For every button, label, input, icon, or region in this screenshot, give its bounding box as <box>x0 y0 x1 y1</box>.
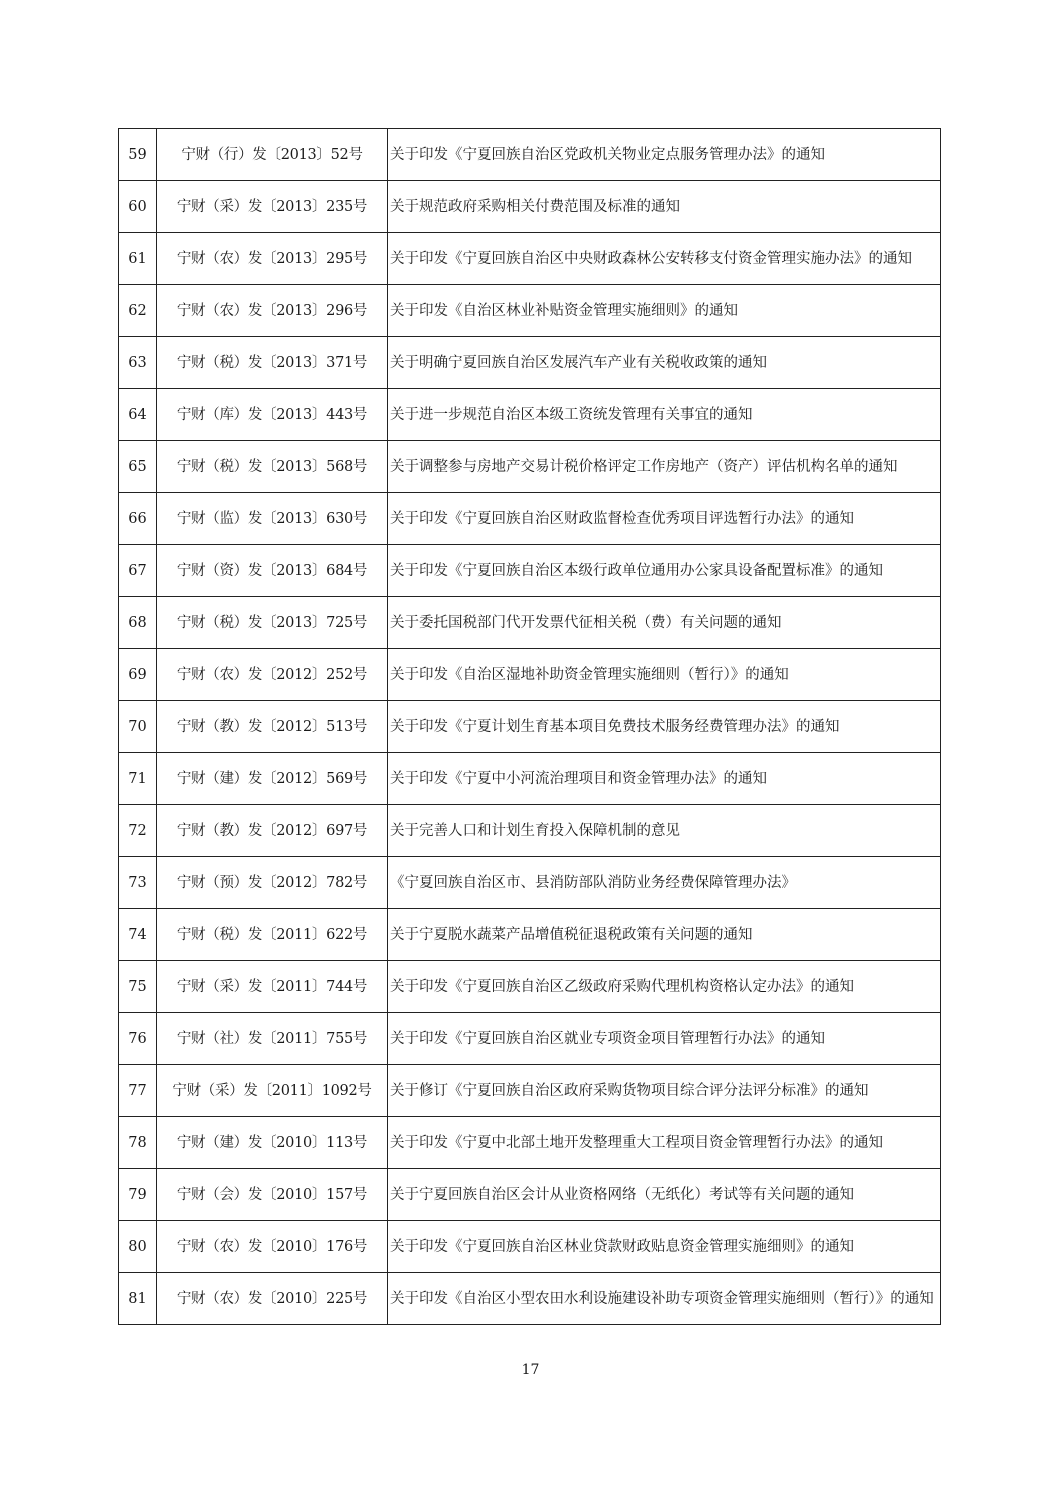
row-number-cell: 70 <box>119 701 157 753</box>
table-row <box>119 233 941 285</box>
document-title-cell: 关于进一步规范自治区本级工资统发管理有关事宜的通知 <box>388 389 941 441</box>
document-title-cell: 关于印发《宁夏回族自治区就业专项资金项目管理暂行办法》的通知 <box>388 1013 941 1065</box>
table-row <box>119 181 941 233</box>
document-title-cell: 关于委托国税部门代开发票代征相关税（费）有关问题的通知 <box>388 597 941 649</box>
document-title-cell: 关于印发《宁夏回族自治区财政监督检查优秀项目评选暂行办法》的通知 <box>388 493 941 545</box>
row-number-cell: 65 <box>119 441 157 493</box>
table-row <box>119 1065 941 1117</box>
row-number-cell: 71 <box>119 753 157 805</box>
table-row <box>119 337 941 389</box>
document-code-cell: 宁财（农）发〔2012〕252号 <box>157 649 388 701</box>
document-code-cell: 宁财（采）发〔2011〕744号 <box>157 961 388 1013</box>
document-title-cell: 关于印发《宁夏中小河流治理项目和资金管理办法》的通知 <box>388 753 941 805</box>
document-title-cell: 关于宁夏回族自治区会计从业资格网络（无纸化）考试等有关问题的通知 <box>388 1169 941 1221</box>
document-code-cell: 宁财（社）发〔2011〕755号 <box>157 1013 388 1065</box>
document-title-cell: 关于印发《宁夏计划生育基本项目免费技术服务经费管理办法》的通知 <box>388 701 941 753</box>
document-code-cell: 宁财（农）发〔2010〕176号 <box>157 1221 388 1273</box>
document-title-cell: 关于印发《宁夏回族自治区中央财政森林公安转移支付资金管理实施办法》的通知 <box>388 233 941 285</box>
document-code-cell: 宁财（资）发〔2013〕684号 <box>157 545 388 597</box>
table-row <box>119 1013 941 1065</box>
table-row <box>119 857 941 909</box>
document-code-cell: 宁财（采）发〔2013〕235号 <box>157 181 388 233</box>
table-row <box>119 701 941 753</box>
row-number-cell: 80 <box>119 1221 157 1273</box>
row-number-cell: 77 <box>119 1065 157 1117</box>
table-row <box>119 493 941 545</box>
document-title-cell: 《宁夏回族自治区市、县消防部队消防业务经费保障管理办法》 <box>388 857 941 909</box>
table-row <box>119 285 941 337</box>
document-title-cell: 关于修订《宁夏回族自治区政府采购货物项目综合评分法评分标准》的通知 <box>388 1065 941 1117</box>
table-row <box>119 545 941 597</box>
table-row <box>119 129 941 181</box>
row-number-cell: 79 <box>119 1169 157 1221</box>
document-title-cell: 关于印发《宁夏回族自治区党政机关物业定点服务管理办法》的通知 <box>388 129 941 181</box>
document-code-cell: 宁财（监）发〔2013〕630号 <box>157 493 388 545</box>
row-number-cell: 64 <box>119 389 157 441</box>
table-row <box>119 389 941 441</box>
row-number-cell: 61 <box>119 233 157 285</box>
document-code-cell: 宁财（教）发〔2012〕697号 <box>157 805 388 857</box>
document-code-cell: 宁财（税）发〔2013〕568号 <box>157 441 388 493</box>
document-title-cell: 关于规范政府采购相关付费范围及标准的通知 <box>388 181 941 233</box>
document-title-cell: 关于明确宁夏回族自治区发展汽车产业有关税收政策的通知 <box>388 337 941 389</box>
table-row <box>119 1221 941 1273</box>
document-list-table <box>118 128 941 1325</box>
row-number-cell: 66 <box>119 493 157 545</box>
document-title-cell: 关于调整参与房地产交易计税价格评定工作房地产（资产）评估机构名单的通知 <box>388 441 941 493</box>
document-code-cell: 宁财（税）发〔2011〕622号 <box>157 909 388 961</box>
row-number-cell: 81 <box>119 1273 157 1325</box>
document-code-cell: 宁财（税）发〔2013〕371号 <box>157 337 388 389</box>
table-row <box>119 909 941 961</box>
row-number-cell: 59 <box>119 129 157 181</box>
row-number-cell: 69 <box>119 649 157 701</box>
table-row <box>119 961 941 1013</box>
row-number-cell: 73 <box>119 857 157 909</box>
table-row <box>119 1273 941 1325</box>
row-number-cell: 76 <box>119 1013 157 1065</box>
row-number-cell: 62 <box>119 285 157 337</box>
document-code-cell: 宁财（预）发〔2012〕782号 <box>157 857 388 909</box>
row-number-cell: 63 <box>119 337 157 389</box>
document-code-cell: 宁财（农）发〔2010〕225号 <box>157 1273 388 1325</box>
document-title-cell: 关于完善人口和计划生育投入保障机制的意见 <box>388 805 941 857</box>
table-row <box>119 753 941 805</box>
row-number-cell: 60 <box>119 181 157 233</box>
table-row <box>119 1169 941 1221</box>
row-number-cell: 68 <box>119 597 157 649</box>
document-title-cell: 关于印发《宁夏中北部土地开发整理重大工程项目资金管理暂行办法》的通知 <box>388 1117 941 1169</box>
document-code-cell: 宁财（建）发〔2010〕113号 <box>157 1117 388 1169</box>
row-number-cell: 75 <box>119 961 157 1013</box>
document-code-cell: 宁财（农）发〔2013〕296号 <box>157 285 388 337</box>
table-row <box>119 649 941 701</box>
table-row <box>119 1117 941 1169</box>
page-number: 17 <box>521 1362 540 1378</box>
document-code-cell: 宁财（采）发〔2011〕1092号 <box>157 1065 388 1117</box>
row-number-cell: 72 <box>119 805 157 857</box>
document-code-cell: 宁财（建）发〔2012〕569号 <box>157 753 388 805</box>
row-number-cell: 67 <box>119 545 157 597</box>
document-title-cell: 关于印发《宁夏回族自治区林业贷款财政贴息资金管理实施细则》的通知 <box>388 1221 941 1273</box>
document-title-cell: 关于印发《宁夏回族自治区本级行政单位通用办公家具设备配置标准》的通知 <box>388 545 941 597</box>
document-code-cell: 宁财（库）发〔2013〕443号 <box>157 389 388 441</box>
table-body <box>119 129 941 1325</box>
document-code-cell: 宁财（农）发〔2013〕295号 <box>157 233 388 285</box>
document-title-cell: 关于印发《自治区小型农田水利设施建设补助专项资金管理实施细则（暂行）》的通知 <box>388 1273 941 1325</box>
document-title-cell: 关于印发《自治区林业补贴资金管理实施细则》的通知 <box>388 285 941 337</box>
document-title-cell: 关于印发《自治区湿地补助资金管理实施细则（暂行）》的通知 <box>388 649 941 701</box>
document-title-cell: 关于印发《宁夏回族自治区乙级政府采购代理机构资格认定办法》的通知 <box>388 961 941 1013</box>
document-code-cell: 宁财（会）发〔2010〕157号 <box>157 1169 388 1221</box>
row-number-cell: 78 <box>119 1117 157 1169</box>
document-code-cell: 宁财（教）发〔2012〕513号 <box>157 701 388 753</box>
document-code-cell: 宁财（行）发〔2013〕52号 <box>157 129 388 181</box>
document-code-cell: 宁财（税）发〔2013〕725号 <box>157 597 388 649</box>
table-row <box>119 441 941 493</box>
row-number-cell: 74 <box>119 909 157 961</box>
table-row <box>119 805 941 857</box>
document-title-cell: 关于宁夏脱水蔬菜产品增值税征退税政策有关问题的通知 <box>388 909 941 961</box>
table-row <box>119 597 941 649</box>
